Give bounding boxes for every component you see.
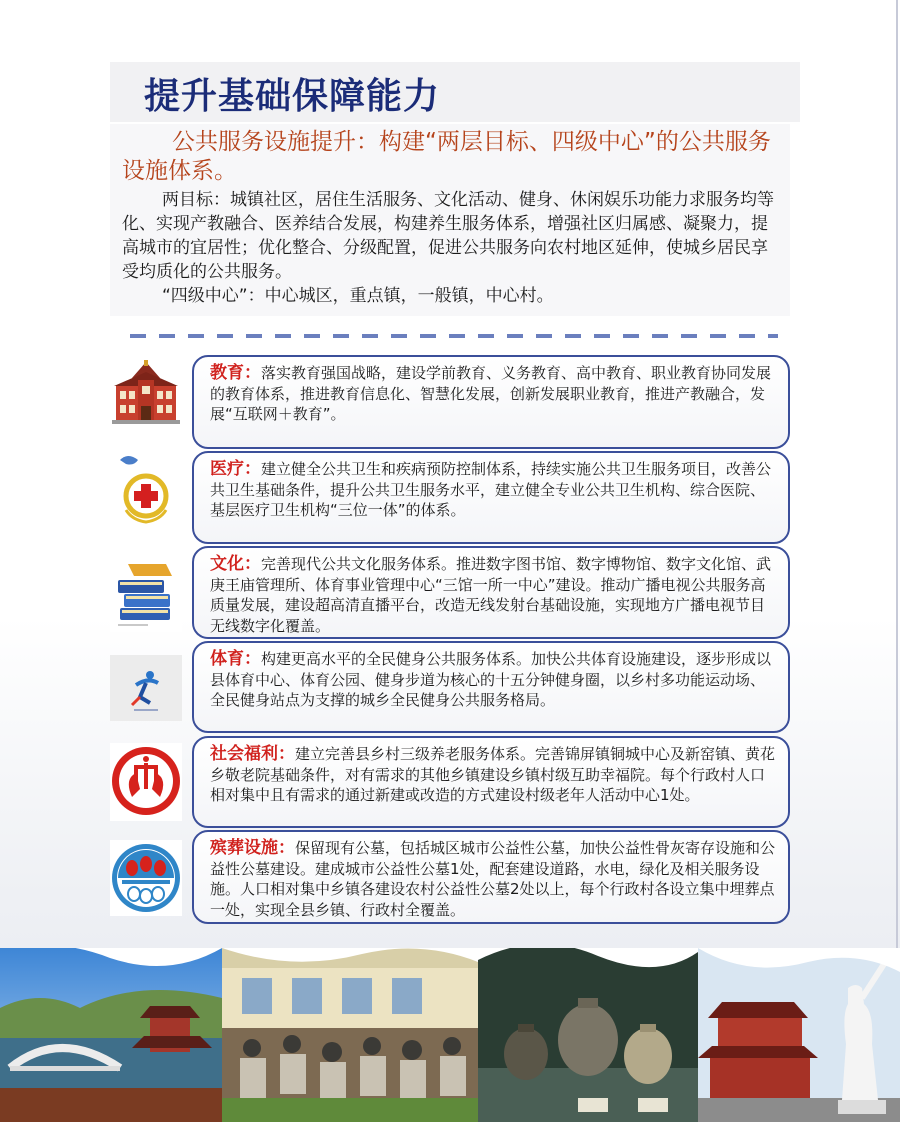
intro-paragraph-centers: “四级中心”：中心城区，重点镇，一般镇，中心村。 <box>162 286 554 306</box>
title-bar <box>110 62 800 122</box>
item-funeral-text: 保留现有公墓，包括城区城市公益性公墓，加快公益性骨灰寄存设施和公益性公墓建设。建成城市公益性公墓1处，配套建设道路，水电，绿化及相关服务设施。人口相对集中乡镇各建设农村公益性公墓2处以上，每个行政村各设立集中埋葬点一处，实现全县乡镇、行政村全覆盖。 <box>210 839 776 919</box>
item-medical-text: 建立健全公共卫生和疾病预防控制体系，持续实施公共卫生服务项目，改善公共卫生基础条件，提升公共卫生服务水平，建立健全专业公共卫生机构、综合医院、基层医疗卫生机构“三位一体”的体系。 <box>210 460 772 519</box>
intro-paragraph-goals: 两目标：城镇社区，居住生活服务、文化活动、健身、休闲娱乐功能力求服务均等化、实现产教融合、医养结合发展，构建养生服务体系，增强社区归属感、凝聚力，提高城市的宜居性；优化整合、分级配置，促进公共服务向农村地区延伸，使城乡居民享受均质化的公共服务。 <box>122 190 774 282</box>
school-building-icon <box>110 356 182 428</box>
social-welfare-emblem-icon <box>110 743 182 821</box>
item-education <box>192 355 790 449</box>
item-culture-label: 文化： <box>210 554 261 574</box>
item-social-welfare <box>192 736 790 828</box>
intro-heading: 公共服务设施提升：构建“两层目标、四级中心”的公共服务设施体系。 <box>122 129 771 184</box>
item-medical-label: 医疗： <box>210 459 261 479</box>
photo-strip <box>0 948 900 1122</box>
intro-section <box>110 124 790 316</box>
item-sports-text: 构建更高水平的全民健身公共服务体系。加快公共体育设施建设，逐步形成以县体育中心、体育公园、健身步道为核心的十五分钟健身圈，以乡村多功能运动场、全民健身站点为支撑的城乡全民健身公共服务格局。 <box>210 650 772 709</box>
funeral-services-emblem-icon <box>110 840 182 916</box>
museum-pottery-photo <box>478 948 698 1122</box>
item-education-label: 教育： <box>210 363 261 383</box>
item-sports <box>192 641 790 733</box>
red-cross-emblem-icon <box>110 452 182 524</box>
lakeside-pavilion-photo <box>0 948 222 1122</box>
item-funeral-label: 殡葬设施： <box>210 838 295 858</box>
item-sports-label: 体育： <box>210 649 261 669</box>
item-social-welfare-text: 建立完善县乡村三级养老服务体系。完善锦屏镇铜城中心及新窑镇、黄花乡敬老院基础条件，对有需求的其他乡镇建设乡镇村级互助幸福院。每个行政村人口相对集中且有需求的通过新建或改造的方式建设村级老年人活动中心1处。 <box>210 745 776 804</box>
item-culture-text: 完善现代公共文化服务体系。推进数字图书馆、数字博物馆、数字文化馆、武庚王庙管理所、体育事业管理中心“三馆一所一中心”建设。推动广播电视公共服务高质量发展，建设超高清直播平台，改造无线发射台基础设施，实现地方广播电视节目无线数字化覆盖。 <box>210 555 772 635</box>
item-medical <box>192 451 790 544</box>
fitness-logo-icon <box>110 655 182 721</box>
item-culture <box>192 546 790 639</box>
community-activity-hall-photo <box>222 948 478 1122</box>
books-stack-icon <box>110 554 182 632</box>
dashed-divider <box>130 334 778 338</box>
item-social-welfare-label: 社会福利： <box>210 744 295 764</box>
item-education-text: 落实教育强国战略，建设学前教育、义务教育、高中教育、职业教育协同发展的教育体系，推进教育信息化、智慧化发展，创新发展职业教育，推进产教融合，发展“互联网＋教育”。 <box>210 364 772 423</box>
temple-statue-photo <box>698 948 900 1122</box>
item-funeral <box>192 830 790 924</box>
page-title: 提升基础保障能力 <box>144 76 441 117</box>
intro-body <box>122 188 782 308</box>
